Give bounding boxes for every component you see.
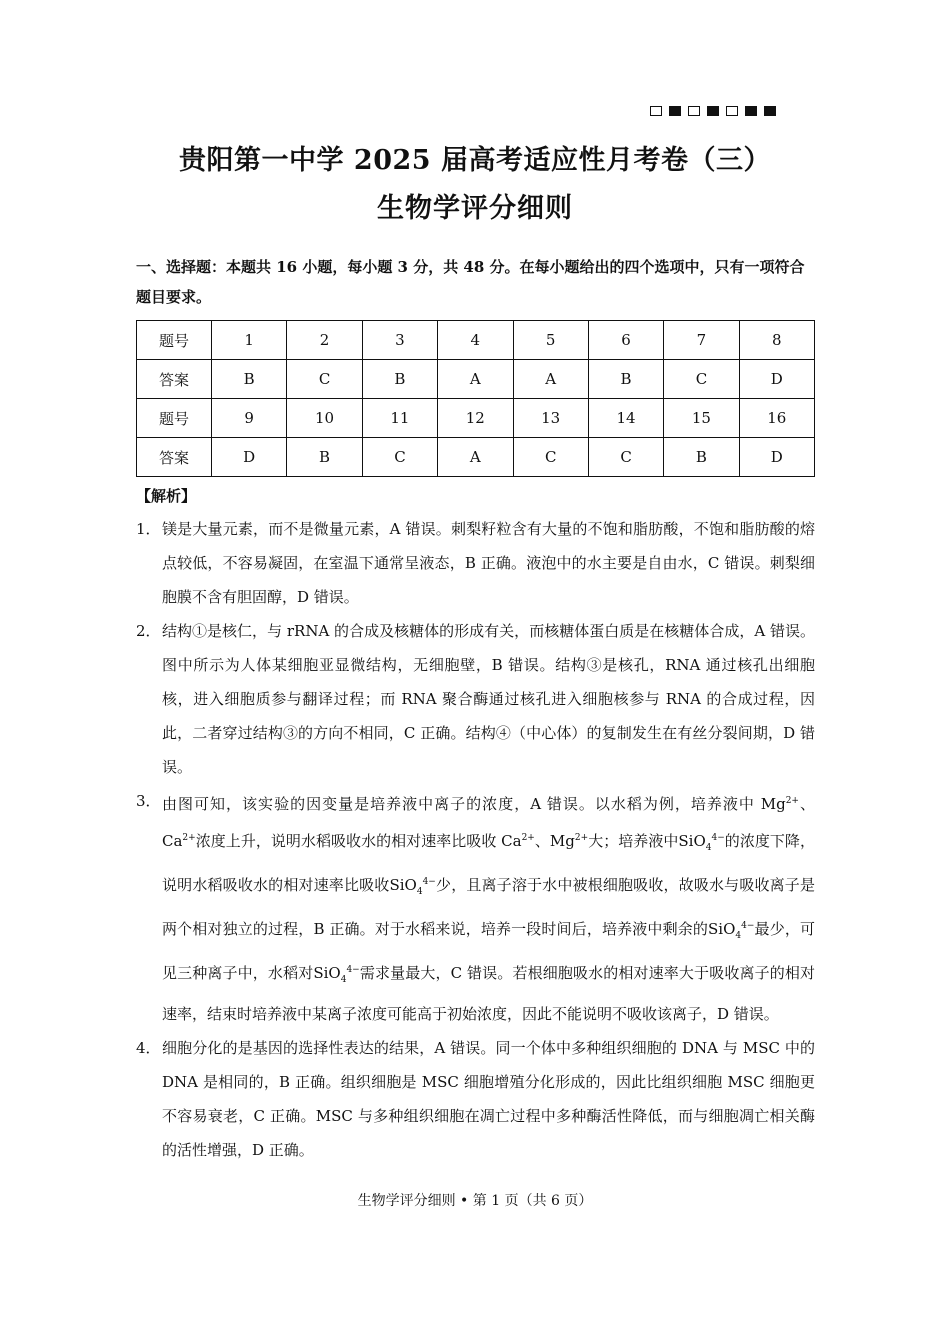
table-cell: 13: [513, 399, 588, 438]
item-number: 4．: [136, 1039, 161, 1057]
table-cell: C: [664, 360, 739, 399]
item-number: 3．: [136, 792, 161, 810]
page-footer: 生物学评分细则 • 第 1 页（共 6 页）: [357, 1193, 593, 1209]
table-cell: C: [513, 438, 588, 477]
explanation-4: [136, 1031, 815, 1167]
table-cell: 8: [739, 321, 814, 360]
mark-filled: [707, 106, 719, 116]
table-cell: 15: [664, 399, 739, 438]
table-cell: 3: [362, 321, 437, 360]
table-cell: D: [739, 438, 814, 477]
table-cell: 2: [287, 321, 362, 360]
table-cell: 11: [362, 399, 437, 438]
explanation-3: [136, 784, 815, 1031]
table-cell: 9: [212, 399, 287, 438]
table-cell: C: [287, 360, 362, 399]
mark-empty: [688, 106, 700, 116]
table-cell: C: [362, 438, 437, 477]
table-cell: 14: [588, 399, 663, 438]
sio4-formula: SiO$_4^{4-}$: [313, 964, 360, 985]
mark-empty: [650, 106, 662, 116]
table-cell: B: [588, 360, 663, 399]
row-label: 题号: [137, 321, 212, 360]
table-cell: 7: [664, 321, 739, 360]
sio4-formula: SiO$_4^{4-}$: [708, 920, 755, 941]
explanation-1: [136, 512, 815, 614]
table-cell: 12: [438, 399, 513, 438]
table-cell: 1: [212, 321, 287, 360]
row-label: 答案: [137, 438, 212, 477]
row-label: 答案: [137, 360, 212, 399]
explanation-2: [136, 614, 815, 784]
table-row: [137, 399, 815, 438]
table-cell: A: [513, 360, 588, 399]
item-number: 1．: [136, 520, 161, 538]
table-row: [137, 360, 815, 399]
table-cell: B: [287, 438, 362, 477]
section-heading: 一、选择题：本题共 16 小题，每小题 3 分，共 48 分。在每小题给出的四个选项中，只有一项符合题目要求。: [136, 258, 805, 306]
sio4-formula: SiO$_4^{4-}$: [678, 832, 725, 853]
table-cell: 4: [438, 321, 513, 360]
row-label: 题号: [137, 399, 212, 438]
explanation-text: 镁是大量元素，而不是微量元素，A 错误。刺梨籽粒含有大量的不饱和脂肪酸，不饱和脂肪酸的熔点较低，不容易凝固，在室温下通常呈液态，B 正确。液泡中的水主要是自由水，C 错误。刺梨细胞膜不含有胆固醇，D 错误。: [162, 520, 815, 606]
explanation-text: 细胞分化的是基因的选择性表达的结果，A 错误。同一个体中多种组织细胞的 DNA 与 MSC 中的 DNA 是相同的，B 正确。组织细胞是 MSC 细胞增殖分化形成的，因此比组织细胞 MSC 细胞更不容易衰老，C 正确。MSC 与多种组织细胞在凋亡过程中多种酶活性降低，而与细胞凋亡相关酶的活性增强，D 正确。: [162, 1039, 815, 1159]
table-cell: A: [438, 360, 513, 399]
mark-filled: [764, 106, 776, 116]
table-cell: 6: [588, 321, 663, 360]
table-cell: D: [739, 360, 814, 399]
table-cell: 10: [287, 399, 362, 438]
item-number: 2．: [136, 622, 161, 640]
page-title: 贵阳第一中学 2025 届高考适应性月考卷（三）: [179, 145, 771, 176]
table-cell: B: [362, 360, 437, 399]
mark-filled: [669, 106, 681, 116]
table-cell: 16: [739, 399, 814, 438]
table-row: [137, 321, 815, 360]
table-cell: 5: [513, 321, 588, 360]
table-cell: D: [212, 438, 287, 477]
page-subtitle: 生物学评分细则: [377, 193, 573, 224]
table-row: [137, 438, 815, 477]
mark-empty: [726, 106, 738, 116]
table-cell: C: [588, 438, 663, 477]
mark-filled: [745, 106, 757, 116]
table-cell: B: [664, 438, 739, 477]
explanation-text: 结构①是核仁，与 rRNA 的合成及核糖体的形成有关，而核糖体蛋白质是在核糖体合成，A 错误。图中所示为人体某细胞亚显微结构，无细胞壁，B 错误。结构③是核孔，RNA 通过核孔出细胞核，进入细胞质参与翻译过程；而 RNA 聚合酶通过核孔进入细胞核参与 RNA 的合成过程，因此，二者穿过结构③的方向不相同，C 正确。结构④（中心体）的复制发生在有丝分裂间期，D 错误。: [162, 622, 815, 776]
corner-marks: [650, 106, 776, 116]
table-cell: A: [438, 438, 513, 477]
explanation-text: 由图可知，该实验的因变量是培养液中离子的浓度，A 错误。以水稻为例，培养液中 $Mg^{2+}$、$Ca^{2+}$浓度上升，说明水稻吸收水的相对速率比吸收 $Ca^{2+}$、$Mg^{2+}$大；培养液中SiO$_4^{4-}$的浓度下降，说明水稻吸收水的相对速率比吸收SiO$_4^{4-}$少，且离子溶于水中被根细胞吸收，故吸水与吸收离子是两个相对独立的过程，B 正确。对于水稻来说，培养一段时间后，培养液中剩余的SiO$_4^{4-}$最少，可见三种离子中，水稻对SiO$_4^{4-}$需求量最大，C 错误。若根细胞吸水的相对速率大于吸收离子的相对速率，结束时培养液中某离子浓度可能高于初始浓度，因此不能说明不吸收该离子，D 错误。: [162, 795, 815, 1023]
answer-table: [136, 320, 815, 477]
table-cell: B: [212, 360, 287, 399]
sio4-formula: SiO$_4^{4-}$: [389, 876, 436, 897]
explanations: [136, 512, 815, 1167]
analysis-heading: 【解析】: [136, 487, 197, 505]
